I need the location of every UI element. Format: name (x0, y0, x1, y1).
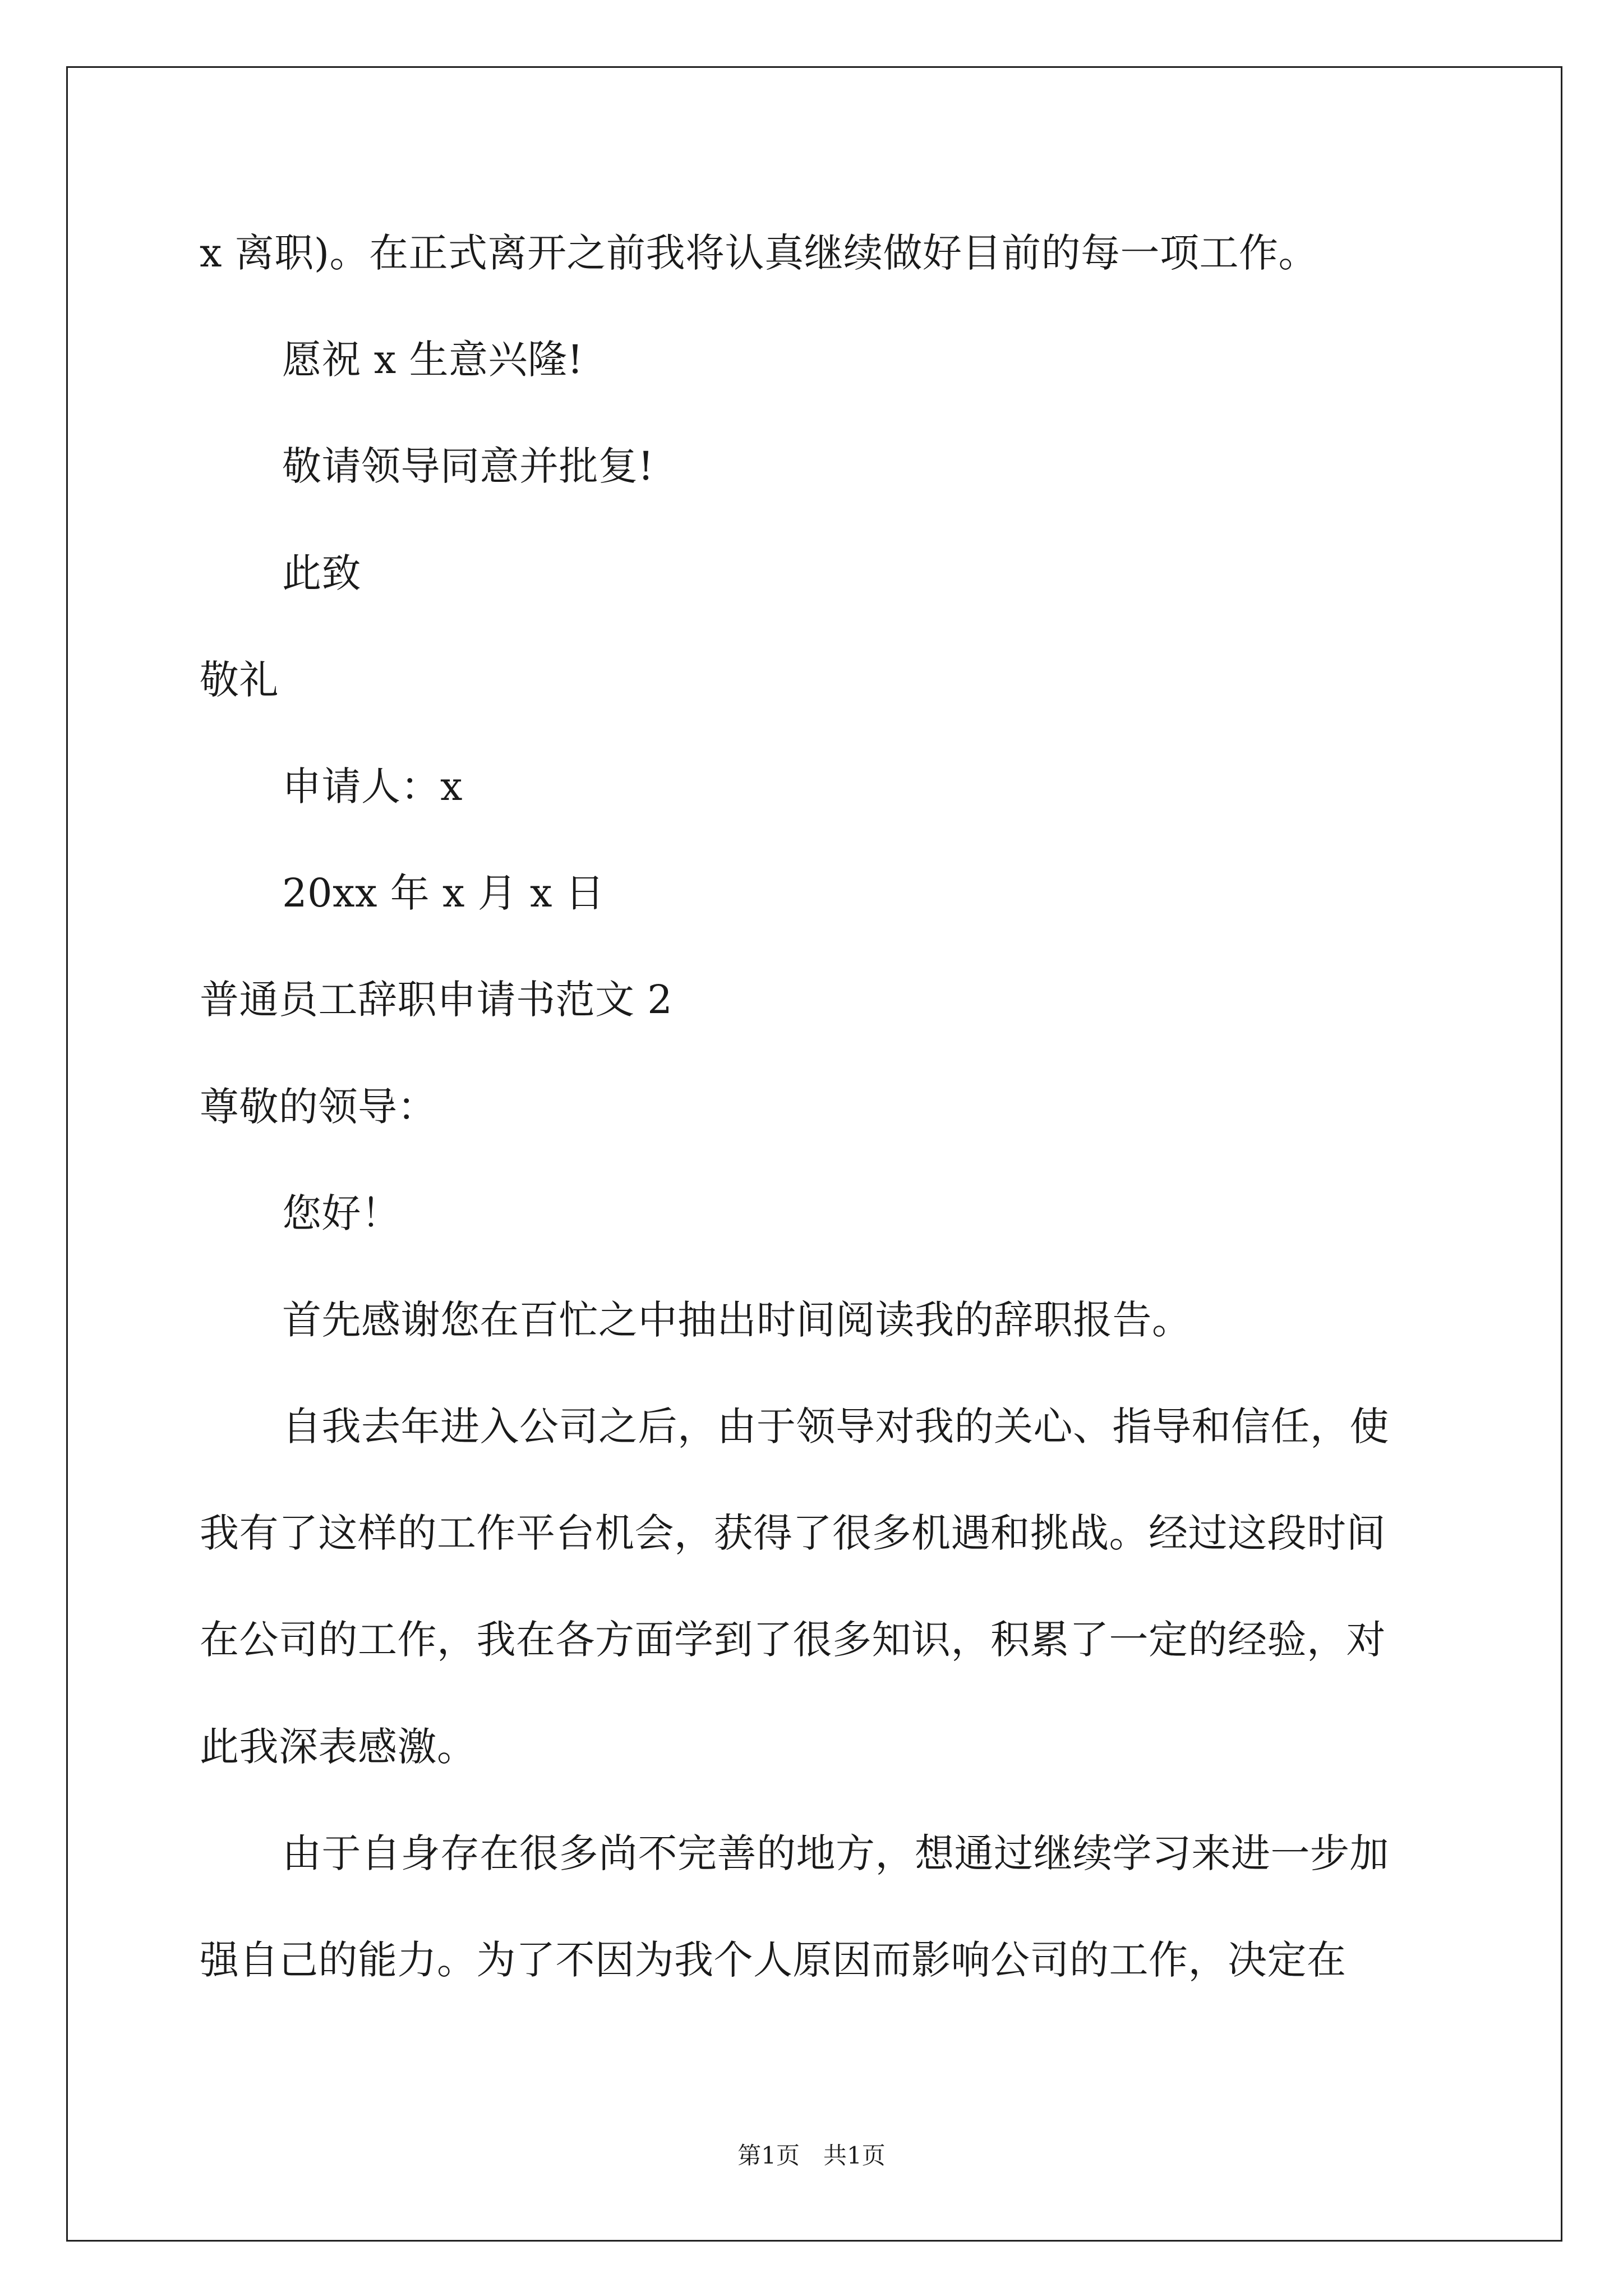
body-line: 强自己的能力。为了不因为我个人原因而影响公司的工作，决定在 (200, 1937, 1347, 1983)
document-body (200, 200, 1506, 2013)
page-footer: 第1页 共1页 (737, 2142, 886, 2169)
body-line: x 离职)。在正式离开之前我将认真继续做好目前的每一项工作。 (200, 230, 1318, 276)
body-line: 由于自身存在很多尚不完善的地方，想通过继续学习来进一步加 (282, 1830, 1389, 1876)
greeting-hello: 您好！ (282, 1190, 401, 1236)
body-line: 首先感谢您在百忙之中抽出时间阅读我的辞职报告。 (282, 1296, 1192, 1343)
salutation-closing: 此致 (282, 550, 361, 596)
body-line: 我有了这样的工作平台机会，获得了很多机遇和挑战。经过这段时间 (200, 1510, 1386, 1557)
applicant-line: 申请人：x (282, 763, 463, 809)
approval-request: 敬请领导同意并批复! (282, 443, 654, 490)
body-line: 自我去年进入公司之后，由于领导对我的关心、指导和信任，使 (282, 1404, 1389, 1450)
greeting-addressee: 尊敬的领导： (200, 1083, 437, 1130)
closing-wish: 愿祝 x 生意兴隆! (282, 337, 584, 383)
section-title: 普通员工辞职申请书范文 2 (200, 977, 673, 1023)
body-line: 此我深表感激。 (200, 1723, 477, 1770)
date-line: 20xx 年 x 月 x 日 (282, 870, 605, 917)
salutation-regards: 敬礼 (200, 656, 279, 703)
body-line: 在公司的工作，我在各方面学到了很多知识，积累了一定的经验，对 (200, 1617, 1386, 1663)
